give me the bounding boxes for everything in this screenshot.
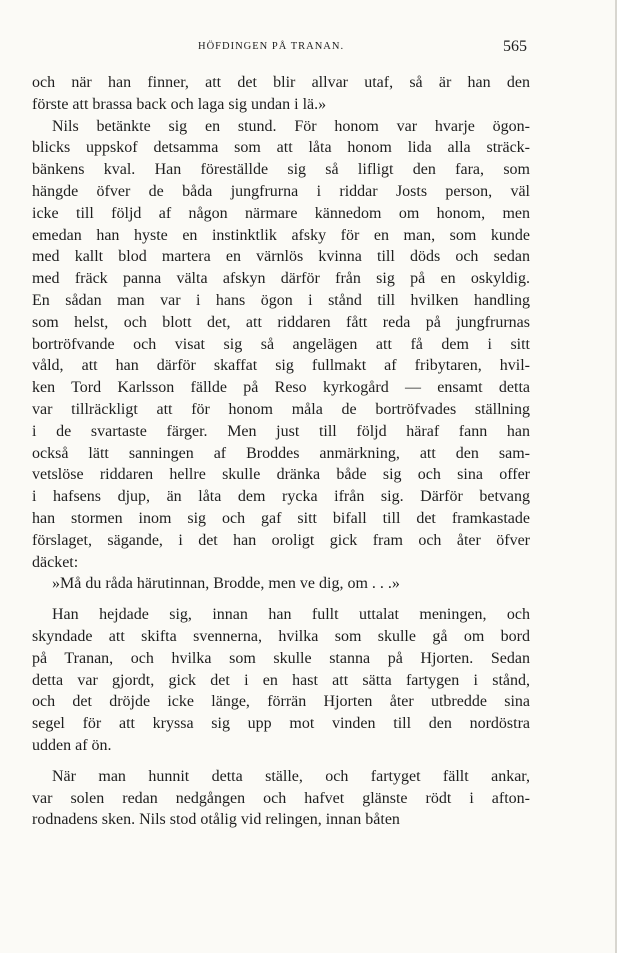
text-line: i de svartaste färger. Men just till följd häraf fann han (32, 422, 530, 440)
paragraph-gap (32, 595, 530, 604)
text-line: som helst, och blott det, att riddaren fått reda på jungfrurnas (32, 313, 530, 331)
text-line: var solen redan nedgången och hafvet glänste rödt i afton- (32, 789, 530, 807)
text-line: En sådan man var i hans ögon i stånd till hvilken handling (32, 291, 530, 309)
text-line: udden af ön. (32, 736, 112, 754)
text-line: emedan han hyste en instinktlik afsky för en man, som kunde (32, 226, 530, 244)
paragraph (32, 573, 530, 595)
text-line: också lätt sanningen af Broddes anmärkning, att den sam- (32, 444, 530, 462)
text-line: med fräck panna välta afskyn därför från sig på en oskyldig. (32, 270, 530, 288)
text-line: bänkens kval. Han föreställde sig så lifligt den fara, som (32, 161, 530, 179)
text-line: När man hunnit detta ställe, och fartyget fällt ankar, (52, 767, 530, 785)
text-line: blicks uppskof detsamma som att låta honom lida alla sträck- (32, 139, 530, 157)
text-line: rodnadens sken. Nils stod otålig vid relingen, innan båten (32, 811, 400, 829)
text-line: förste att brassa back och laga sig undan i lä.» (32, 95, 327, 113)
page-header (0, 38, 617, 58)
text-line: och det dröjde icke länge, förrän Hjorten åter utbredde sina (32, 693, 530, 711)
text-line: i hafsens djup, än låta dem rycka ifrån sig. Därför betvang (32, 488, 530, 506)
page-number: 565 (503, 38, 527, 55)
paragraph (32, 72, 530, 116)
text-line: däcket: (32, 553, 79, 571)
text-line: hängde öfver de båda jungfrurna i riddar Josts person, väl (32, 182, 530, 200)
text-line: bortröfvande och visat sig så angelägen att få dem i sitt (32, 335, 530, 353)
paragraph (32, 604, 530, 757)
running-head: HÖFDINGEN PÅ TRANAN. (198, 41, 345, 52)
text-line: med kallt blod martera en värnlös kvinna till döds och sedan (32, 248, 530, 266)
text-line: skyndade att skifta svennerna, hvilka som skulle gå om bord (32, 627, 530, 645)
text-line: Han hejdade sig, innan han fullt uttalat meningen, och (52, 606, 530, 624)
text-line: segel för att kryssa sig upp mot vinden till den nordöstra (32, 715, 530, 733)
text-line: var tillräckligt att för honom måla de bortröfvades ställning (32, 400, 530, 418)
text-line: ken Tord Karlsson fällde på Reso kyrkogård — ensamt detta (32, 379, 530, 397)
paragraph (32, 766, 530, 831)
text-line: detta var gjordt, gick det i en hast att sätta fartygen i stånd, (32, 671, 530, 689)
text-line: icke till följd af någon närmare kännedom om honom, men (32, 204, 530, 222)
text-line: Nils betänkte sig en stund. För honom var hvarje ögon- (52, 117, 530, 135)
text-line: förslaget, sägande, i det han oroligt gick fram och åter öfver (32, 531, 530, 549)
text-line: på Tranan, och hvilka som skulle stanna på Hjorten. Sedan (32, 649, 530, 667)
body-text (32, 72, 530, 831)
text-line: våld, att han därför skaffat sig fullmakt af fribytaren, hvil- (32, 357, 530, 375)
paragraph (32, 116, 530, 574)
text-line: han stormen inom sig och gaf sitt bifall till det framkastade (32, 509, 530, 527)
paragraph-gap (32, 757, 530, 766)
text-line: och när han finner, att det blir allvar utaf, så är han den (32, 74, 530, 91)
text-line: vetslöse riddaren hellre skulle dränka både sig och sina offer (32, 466, 530, 484)
text-line: »Må du råda härutinnan, Brodde, men ve dig, om . . .» (52, 575, 400, 593)
